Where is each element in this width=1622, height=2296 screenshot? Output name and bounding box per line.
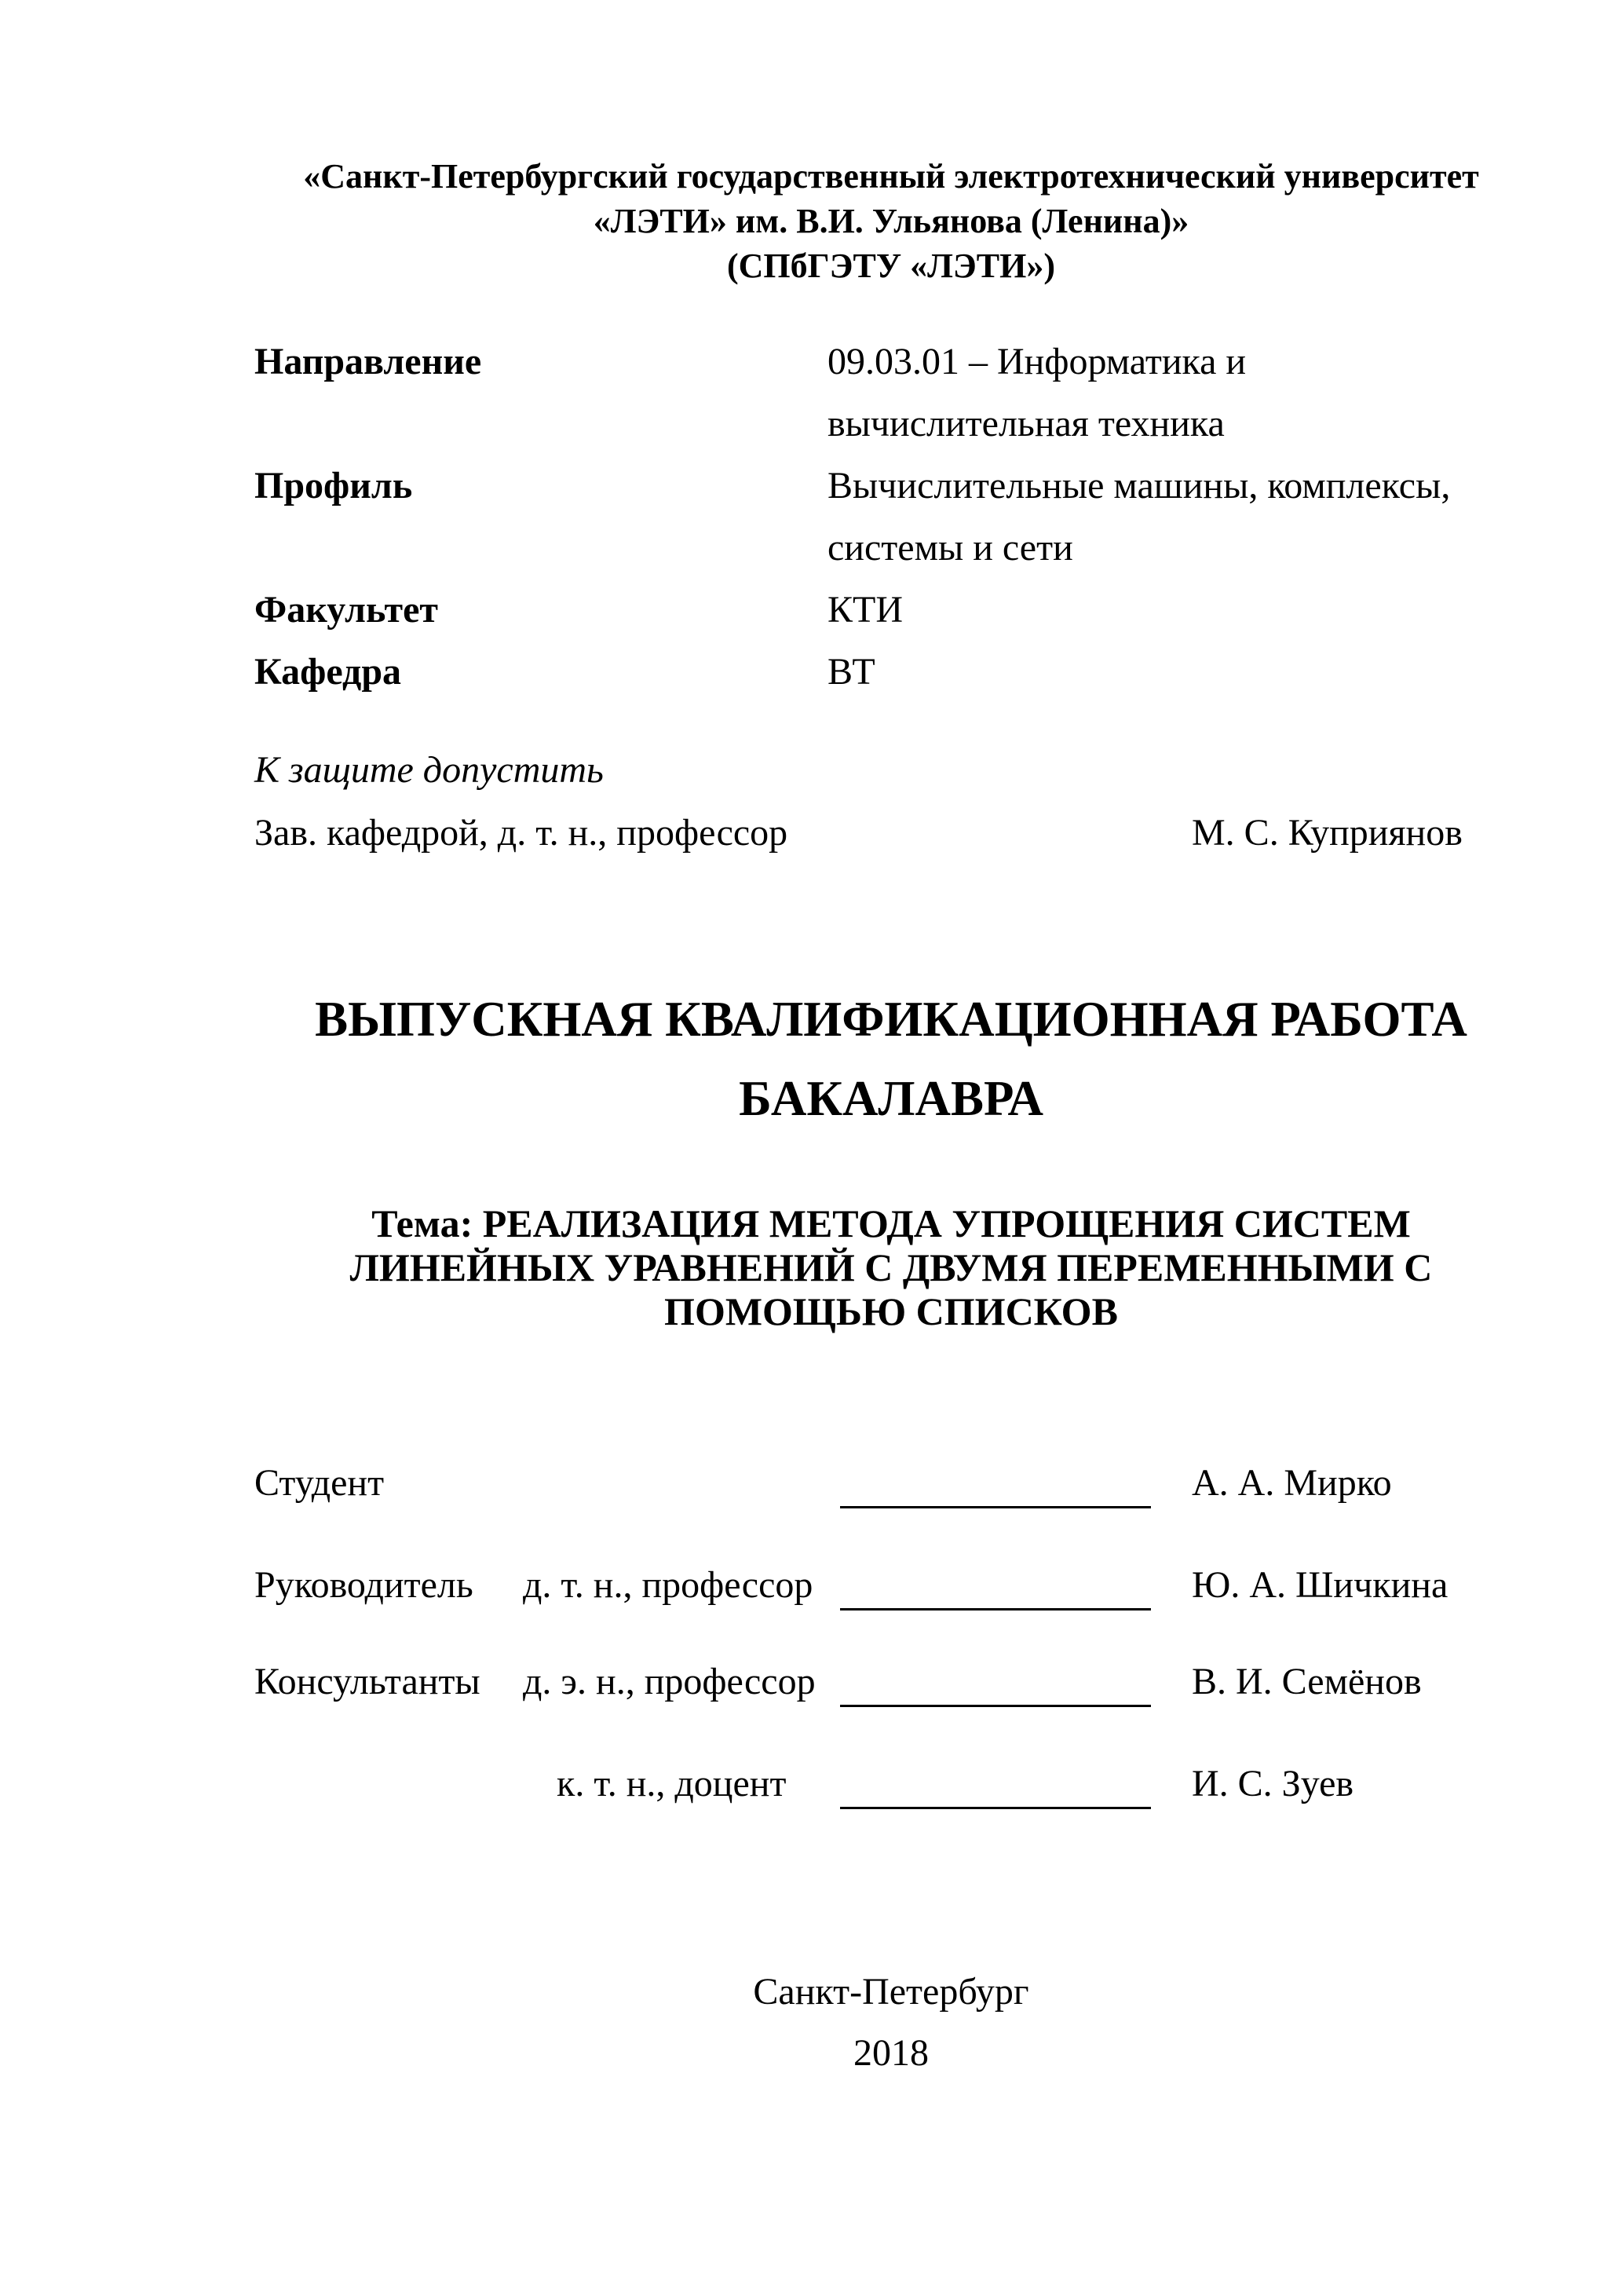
field-profile-value-line2: системы и сети [827, 527, 1073, 569]
signature-consultant-2-degree: к. т. н., доцент [557, 1763, 787, 1804]
field-faculty-value: КТИ [827, 589, 903, 631]
university-name-line1: «Санкт-Петербургский государственный электротехнический университет [303, 157, 1479, 196]
signature-consultant-1-line [840, 1661, 1151, 1707]
field-department [254, 641, 1528, 703]
field-profile-label: Профиль [254, 465, 413, 506]
field-direction-value [827, 331, 1528, 455]
signature-supervisor-line [840, 1564, 1151, 1610]
admission-signer-row [254, 802, 1528, 865]
theme-line2: ЛИНЕЙНЫХ УРАВНЕНИЙ С ДВУМЯ ПЕРЕМЕННЫМИ С [349, 1245, 1433, 1289]
admission-block [254, 739, 1528, 865]
footer [254, 1961, 1528, 2084]
field-direction-value-line2: вычислительная техника [827, 403, 1225, 444]
signature-consultants-role: Консультанты [254, 1661, 480, 1702]
program-fields [254, 331, 1528, 703]
work-title-line2: БАКАЛАВРА [739, 1071, 1043, 1126]
signature-row-student [254, 1462, 1528, 1517]
signature-consultant-2-line [840, 1763, 1151, 1809]
field-faculty [254, 579, 1528, 641]
field-profile [254, 455, 1528, 579]
footer-year: 2018 [853, 2032, 929, 2074]
admission-signer-role: Зав. кафедрой, д. т. н., профессор [254, 812, 788, 854]
university-abbreviation: (СПбГЭТУ «ЛЭТИ») [727, 247, 1055, 285]
field-direction-label: Направление [254, 341, 482, 382]
university-name-line2: «ЛЭТИ» им. В.И. Ульянова (Ленина)» [593, 202, 1189, 240]
signature-row-supervisor [254, 1564, 1528, 1619]
admission-statement: К защите допустить [254, 749, 604, 791]
field-profile-value [827, 455, 1528, 579]
signature-consultant-1-degree: д. э. н., профессор [523, 1661, 816, 1702]
signature-student-name: А. А. Мирко [1192, 1462, 1392, 1504]
footer-city: Санкт-Петербург [753, 1971, 1029, 2013]
signature-row-consultant-1 [254, 1661, 1528, 1716]
work-title [254, 980, 1528, 1139]
theme-title [254, 1201, 1528, 1333]
signature-row-consultant-2 [254, 1763, 1528, 1818]
signature-supervisor-name: Ю. А. Шичкина [1192, 1564, 1448, 1606]
signature-supervisor-degree: д. т. н., профессор [523, 1564, 813, 1606]
signature-student-line [840, 1462, 1151, 1508]
signature-student-role: Студент [254, 1462, 385, 1504]
university-header [254, 154, 1528, 288]
signature-consultant-2-name: И. С. Зуев [1192, 1763, 1354, 1804]
field-direction [254, 331, 1528, 455]
field-faculty-label: Факультет [254, 589, 438, 631]
work-title-line1: ВЫПУСКНАЯ КВАЛИФИКАЦИОННАЯ РАБОТА [315, 992, 1467, 1047]
field-department-value: ВТ [827, 651, 875, 693]
field-profile-value-line1: Вычислительные машины, комплексы, [827, 465, 1451, 506]
theme-line3: ПОМОЩЬЮ СПИСКОВ [664, 1289, 1118, 1333]
signature-consultant-1-name: В. И. Семёнов [1192, 1661, 1422, 1702]
field-department-label: Кафедра [254, 651, 402, 693]
admission-signer-name: М. С. Куприянов [1192, 812, 1463, 854]
field-direction-value-line1: 09.03.01 – Информатика и [827, 341, 1247, 382]
signature-supervisor-role: Руководитель [254, 1564, 473, 1606]
theme-line1: Тема: РЕАЛИЗАЦИЯ МЕТОДА УПРОЩЕНИЯ СИСТЕМ [371, 1201, 1411, 1245]
